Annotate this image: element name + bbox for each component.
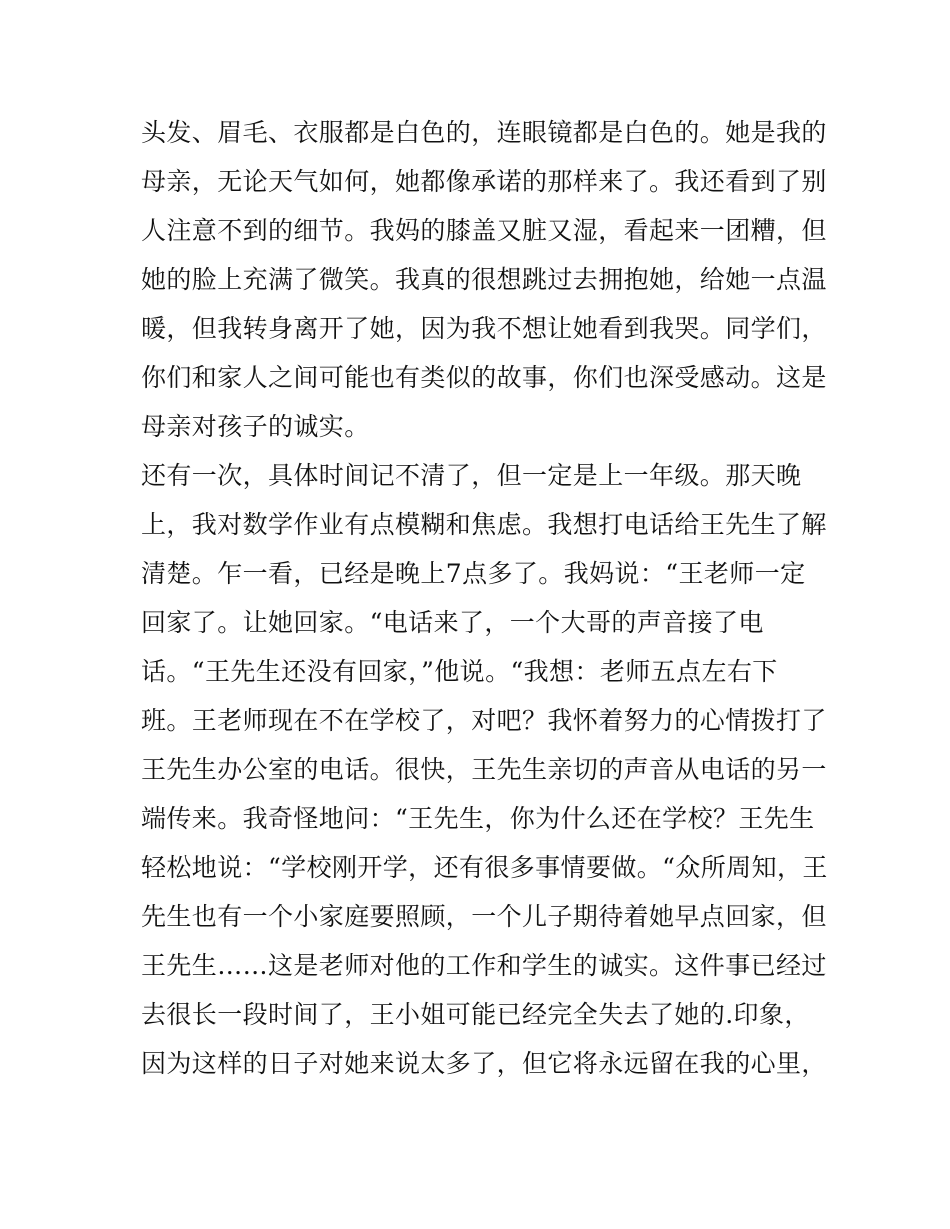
text-line: 王先生办公室的电话。很快，王先生亲切的声音从电话的另一 (141, 755, 827, 784)
text-line: 端传来。我奇怪地问：“王先生，你为什么还在学校？王先生 (141, 804, 815, 833)
text-line: 话。“王先生还没有回家，”他说。“我想：老师五点左右下 (141, 657, 778, 686)
text-line: 你们和家人之间可能也有类似的故事，你们也深受感动。这是 (141, 363, 827, 392)
text-line: 她的脸上充满了微笑。我真的很想跳过去拥抱她，给她一点温 (141, 265, 827, 294)
text-line: 还有一次，具体时间记不清了，但一定是上一年级。那天晚 (141, 461, 802, 490)
text-line: 班。王老师现在不在学校了，对吧？我怀着努力的心情拨打了 (141, 706, 827, 735)
text-line: 头发、眉毛、衣服都是白色的，连眼镜都是白色的。她是我的 (141, 118, 827, 147)
text-line: 暖，但我转身离开了她，因为我不想让她看到我哭。同学们， (141, 314, 827, 343)
text-line: 先生也有一个小家庭要照顾，一个儿子期待着她早点回家，但 (141, 902, 827, 931)
body-text (141, 108, 828, 1088)
text-line: 因为这样的日子对她来说太多了，但它将永远留在我的心里， (141, 1049, 827, 1078)
text-line: 母亲，无论天气如何，她都像承诺的那样来了。我还看到了别 (141, 167, 827, 196)
text-line: 回家了。让她回家。“电话来了，一个大哥的声音接了电 (141, 608, 764, 637)
text-line: 清楚。乍一看，已经是晚上7点多了。我妈说：“王老师一定 (141, 559, 806, 588)
text-line: 人注意不到的细节。我妈的膝盖又脏又湿，看起来一团糟，但 (141, 216, 827, 245)
text-line: 王先生……这是老师对他的工作和学生的诚实。这件事已经过 (141, 951, 827, 980)
text-line: 轻松地说：“学校刚开学，还有很多事情要做。“众所周知，王 (141, 853, 828, 882)
text-line: 上，我对数学作业有点模糊和焦虑。我想打电话给王先生了解 (141, 510, 827, 539)
text-line: 去很长一段时间了，王小姐可能已经完全失去了她的.印象， (141, 1000, 810, 1029)
text-line: 母亲对孩子的诚实。 (141, 412, 370, 441)
